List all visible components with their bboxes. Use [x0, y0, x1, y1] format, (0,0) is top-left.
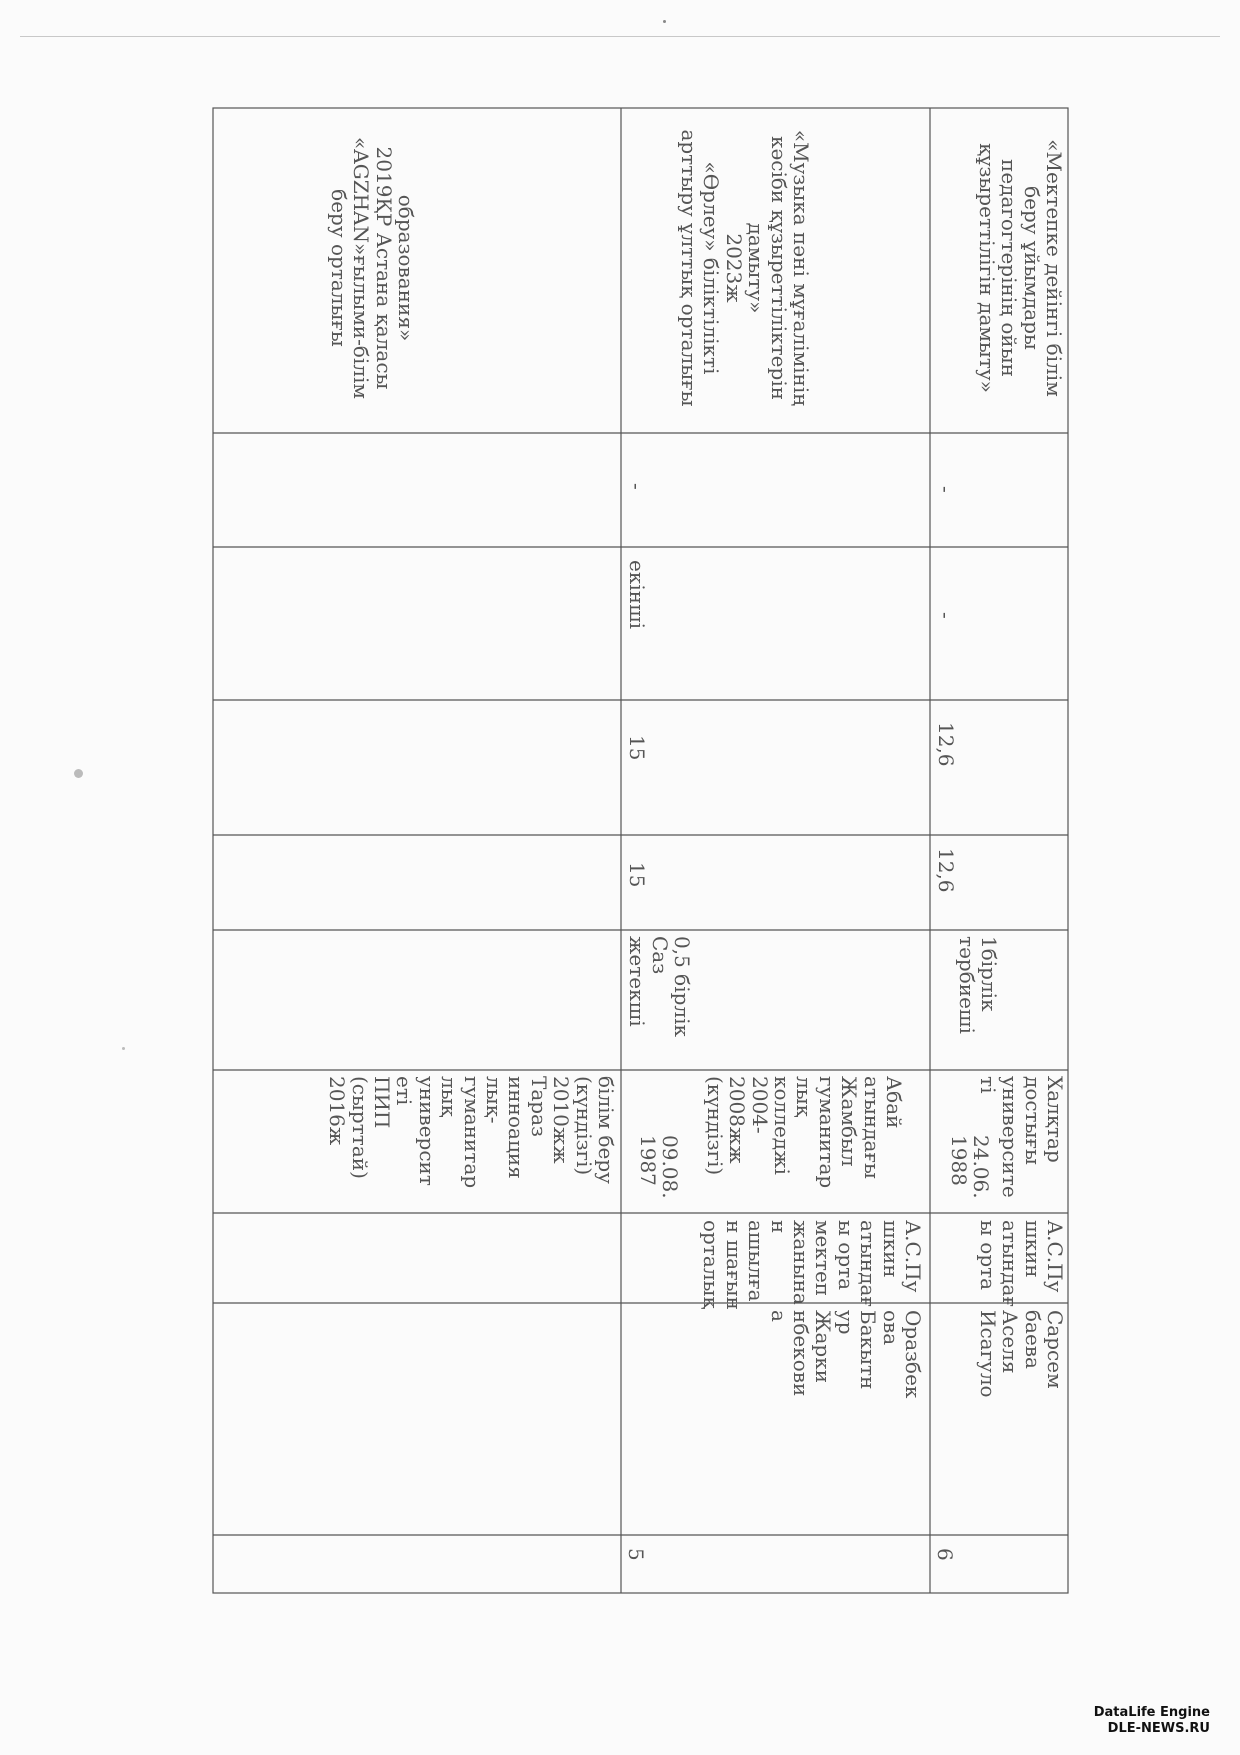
row5-experience-total: 15 — [625, 862, 649, 888]
watermark-line-2: DLE-NEWS.RU — [1107, 1720, 1210, 1736]
row5-category: екінші — [625, 560, 649, 630]
watermark — [1094, 1705, 1210, 1738]
cell-courses-prev: образования» 2019ҚР Астана қаласы «AGZHAN»ғылыми-білім беру орталығы — [326, 137, 418, 399]
row5-workplace: А.С.Пу шкин атындағ ы орта мектеп жанына н ашылға н шағын орталық — [699, 1220, 925, 1310]
row6-position: 1бірлік тәрбиеші — [954, 936, 1001, 1034]
row6-category: - — [934, 612, 958, 619]
cell-education-prev: білім беру (күндізгі) 2010жж Тараз инноация лық- гуманитар лық университ еті ПИП (сырттай) 2016ж — [325, 1076, 618, 1189]
row5-number: 5 — [624, 1548, 648, 1561]
row5-name: Оразбек ова Бакытн ур Жарки нбекови а — [766, 1310, 925, 1399]
row6-education: Халқтар достығы университе ті — [975, 1076, 1067, 1198]
row6-experience-total: 12,6 — [934, 848, 958, 893]
row5-award: - — [625, 483, 649, 490]
row6-courses: «Мектепке дейінгі білім беру ұйымдары педагогтерінің ойын құзыреттілігін дамыту» — [974, 139, 1066, 397]
row6-name: Сарсем баева Аселя Исагуло — [975, 1310, 1067, 1398]
row5-experience-ped: 15 — [625, 735, 649, 761]
row5-courses: «Музыка пәні мұғалімінің кәсіби құзыреттіліктерін дамыту» 2023ж «Өрлеу» біліктілікті арттыру ұлттық орталығы — [677, 129, 813, 407]
row5-education: Абай атындағы Жамбыл гуманитар лық колледжі 2004- 2008жж (күндізгі) — [702, 1076, 906, 1189]
row6-number: 6 — [933, 1548, 957, 1561]
row6-birthdate: 24.06. 1988 — [946, 1135, 993, 1199]
row5-birthdate: 09.08. 1987 — [635, 1135, 682, 1199]
row6-award: - — [934, 486, 958, 493]
row6-workplace: А.С.Пу шкин атындағ ы орта — [975, 1220, 1067, 1307]
row6-experience-ped: 12,6 — [934, 722, 958, 767]
row5-position: 0,5 бірлік Саз жетекші — [625, 936, 694, 1038]
watermark-line-1: DataLife Engine — [1093, 1704, 1210, 1720]
